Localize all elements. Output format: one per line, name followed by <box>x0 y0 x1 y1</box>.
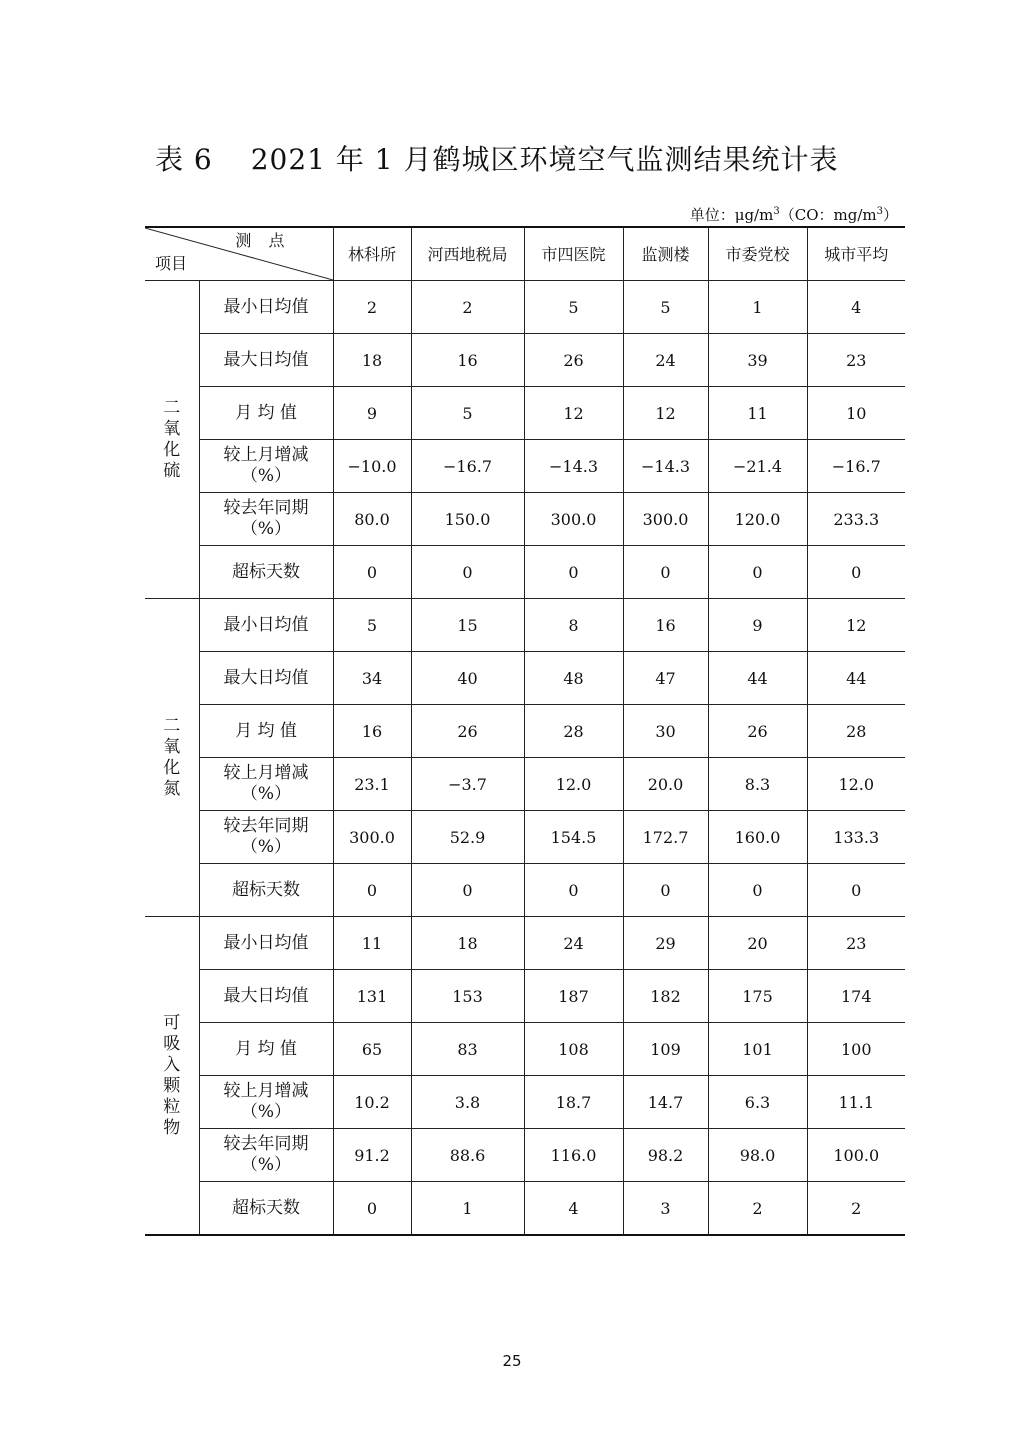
metric-name <box>199 387 333 440</box>
metric-name-line: 超标天数 <box>232 561 300 582</box>
metric-name <box>199 917 333 970</box>
header-diagonal-cell <box>145 227 333 281</box>
value-cell: 11 <box>708 387 807 440</box>
value-cell: 5 <box>524 281 623 334</box>
value-cell: 48 <box>524 652 623 705</box>
value-cell: 0 <box>411 864 524 917</box>
pollutant-name-char: 氧 <box>163 418 181 439</box>
value-cell: 10.2 <box>333 1076 411 1129</box>
value-cell: 116.0 <box>524 1129 623 1182</box>
table-number: 表 6 <box>155 143 213 176</box>
table-body <box>145 281 905 1236</box>
value-cell: 300.0 <box>333 811 411 864</box>
table-row <box>145 281 905 334</box>
value-cell: 0 <box>708 864 807 917</box>
table-row <box>145 864 905 917</box>
value-cell: 12.0 <box>524 758 623 811</box>
metric-name-line: 最大日均值 <box>223 667 309 688</box>
value-cell: 20 <box>708 917 807 970</box>
table-row <box>145 1023 905 1076</box>
value-cell: −14.3 <box>623 440 708 493</box>
table-row <box>145 387 905 440</box>
value-cell: 98.0 <box>708 1129 807 1182</box>
metric-name-line: 最大日均值 <box>223 985 309 1006</box>
value-cell: −16.7 <box>807 440 905 493</box>
table-row <box>145 652 905 705</box>
metric-name <box>199 334 333 387</box>
pollutant-name-char: 可 <box>163 1012 181 1033</box>
value-cell: 187 <box>524 970 623 1023</box>
unit-sup-2: 3 <box>876 206 883 217</box>
value-cell: 26 <box>708 705 807 758</box>
metric-name-line: 超标天数 <box>232 879 300 900</box>
column-header: 林科所 <box>333 227 411 281</box>
value-cell: 23.1 <box>333 758 411 811</box>
metric-name <box>199 758 333 811</box>
value-cell: 300.0 <box>524 493 623 546</box>
table-row <box>145 334 905 387</box>
table-row <box>145 440 905 493</box>
value-cell: 300.0 <box>623 493 708 546</box>
value-cell: 52.9 <box>411 811 524 864</box>
metric-name <box>199 493 333 546</box>
value-cell: 0 <box>623 546 708 599</box>
value-cell: 120.0 <box>708 493 807 546</box>
pollutant-name-char: 化 <box>163 439 181 460</box>
metric-name <box>199 440 333 493</box>
value-cell: 98.2 <box>623 1129 708 1182</box>
metric-name-line: 较去年同期 <box>223 816 309 836</box>
metric-name <box>199 811 333 864</box>
value-cell: 133.3 <box>807 811 905 864</box>
value-cell: 23 <box>807 917 905 970</box>
value-cell: 18.7 <box>524 1076 623 1129</box>
value-cell: 0 <box>333 1182 411 1236</box>
value-cell: 0 <box>524 864 623 917</box>
metric-name-line: 超标天数 <box>232 1197 300 1218</box>
pollutant-name-char: 吸 <box>163 1033 181 1054</box>
value-cell: 8.3 <box>708 758 807 811</box>
value-cell: 0 <box>807 864 905 917</box>
value-cell: 0 <box>807 546 905 599</box>
metric-name-line: （%） <box>240 837 292 857</box>
pollutant-group-name <box>145 917 199 1236</box>
unit-sup-1: 3 <box>773 206 780 217</box>
value-cell: 18 <box>333 334 411 387</box>
value-cell: 28 <box>524 705 623 758</box>
value-cell: 1 <box>411 1182 524 1236</box>
pollutant-name-char: 二 <box>163 397 181 418</box>
page-number: 25 <box>502 1352 522 1370</box>
metric-name-line: 最大日均值 <box>223 349 309 370</box>
metric-name-line: 月 均 值 <box>235 402 297 423</box>
value-cell: 0 <box>333 864 411 917</box>
value-cell: 5 <box>333 599 411 652</box>
value-cell: 2 <box>708 1182 807 1236</box>
value-cell: 47 <box>623 652 708 705</box>
metric-name <box>199 281 333 334</box>
metric-name <box>199 1129 333 1182</box>
metric-name-line: 较上月增减 <box>223 1081 309 1101</box>
metric-name-line: 较上月增减 <box>223 763 309 783</box>
value-cell: 100.0 <box>807 1129 905 1182</box>
value-cell: 1 <box>708 281 807 334</box>
value-cell: 0 <box>524 546 623 599</box>
value-cell: 26 <box>524 334 623 387</box>
table-row <box>145 970 905 1023</box>
metric-name-line: （%） <box>240 519 292 539</box>
value-cell: 11 <box>333 917 411 970</box>
value-cell: 3.8 <box>411 1076 524 1129</box>
value-cell: 39 <box>708 334 807 387</box>
value-cell: 12 <box>623 387 708 440</box>
value-cell: 9 <box>708 599 807 652</box>
value-cell: 175 <box>708 970 807 1023</box>
value-cell: 0 <box>623 864 708 917</box>
value-cell: 16 <box>411 334 524 387</box>
value-cell: 16 <box>333 705 411 758</box>
value-cell: 44 <box>708 652 807 705</box>
metric-name <box>199 1023 333 1076</box>
table-row <box>145 599 905 652</box>
pollutant-name-char: 二 <box>163 715 181 736</box>
table-row <box>145 811 905 864</box>
value-cell: −21.4 <box>708 440 807 493</box>
value-cell: 108 <box>524 1023 623 1076</box>
unit-note <box>690 204 898 225</box>
table-title-text: 2021 年 1 月鹤城区环境空气监测结果统计表 <box>250 143 839 176</box>
metric-name <box>199 864 333 917</box>
value-cell: 101 <box>708 1023 807 1076</box>
column-header: 市委党校 <box>708 227 807 281</box>
value-cell: 4 <box>807 281 905 334</box>
metric-name <box>199 1076 333 1129</box>
column-header: 监测楼 <box>623 227 708 281</box>
metric-name-line: （%） <box>240 1155 292 1175</box>
pollutant-name-char: 化 <box>163 757 181 778</box>
pollutant-name-char: 颗 <box>163 1075 181 1096</box>
pollutant-name-char: 氧 <box>163 736 181 757</box>
value-cell: 24 <box>623 334 708 387</box>
metric-name <box>199 599 333 652</box>
value-cell: 30 <box>623 705 708 758</box>
value-cell: 2 <box>333 281 411 334</box>
header-item-label: 项目 <box>155 254 188 273</box>
value-cell: 172.7 <box>623 811 708 864</box>
table-row <box>145 1129 905 1182</box>
value-cell: 28 <box>807 705 905 758</box>
metric-name <box>199 546 333 599</box>
value-cell: −14.3 <box>524 440 623 493</box>
header-row <box>145 227 905 281</box>
table-row <box>145 546 905 599</box>
column-header: 市四医院 <box>524 227 623 281</box>
value-cell: 16 <box>623 599 708 652</box>
value-cell: 18 <box>411 917 524 970</box>
metric-name-line: 较去年同期 <box>223 1134 309 1154</box>
table-row <box>145 758 905 811</box>
pollutant-name-char: 氮 <box>163 778 181 799</box>
value-cell: 0 <box>708 546 807 599</box>
value-cell: 174 <box>807 970 905 1023</box>
pollutant-group-name <box>145 599 199 917</box>
metric-name-line: （%） <box>240 784 292 804</box>
value-cell: 29 <box>623 917 708 970</box>
metric-name-line: （%） <box>240 466 292 486</box>
value-cell: 153 <box>411 970 524 1023</box>
value-cell: 44 <box>807 652 905 705</box>
value-cell: 131 <box>333 970 411 1023</box>
value-cell: 91.2 <box>333 1129 411 1182</box>
value-cell: 65 <box>333 1023 411 1076</box>
metric-name <box>199 1182 333 1236</box>
metric-name-line: （%） <box>240 1102 292 1122</box>
metric-name-line: 月 均 值 <box>235 720 297 741</box>
table-row <box>145 493 905 546</box>
pollutant-name-char: 粒 <box>163 1096 181 1117</box>
value-cell: 12 <box>524 387 623 440</box>
value-cell: 6.3 <box>708 1076 807 1129</box>
table-row <box>145 917 905 970</box>
pollutant-name-char: 物 <box>163 1117 181 1138</box>
value-cell: 154.5 <box>524 811 623 864</box>
value-cell: 26 <box>411 705 524 758</box>
value-cell: 24 <box>524 917 623 970</box>
value-cell: 9 <box>333 387 411 440</box>
value-cell: 80.0 <box>333 493 411 546</box>
metric-name-line: 月 均 值 <box>235 1038 297 1059</box>
column-header: 河西地税局 <box>411 227 524 281</box>
value-cell: 8 <box>524 599 623 652</box>
value-cell: 10 <box>807 387 905 440</box>
table-title <box>155 138 839 178</box>
metric-name-line: 最小日均值 <box>223 932 309 953</box>
value-cell: 0 <box>411 546 524 599</box>
value-cell: 160.0 <box>708 811 807 864</box>
unit-prefix: 单位：μg/m <box>689 206 774 224</box>
value-cell: 182 <box>623 970 708 1023</box>
metric-name <box>199 970 333 1023</box>
pollutant-name-char: 硫 <box>163 460 181 481</box>
value-cell: 5 <box>411 387 524 440</box>
column-header: 城市平均 <box>807 227 905 281</box>
metric-name-line: 较去年同期 <box>223 498 309 518</box>
value-cell: 150.0 <box>411 493 524 546</box>
value-cell: 2 <box>411 281 524 334</box>
value-cell: 109 <box>623 1023 708 1076</box>
value-cell: 5 <box>623 281 708 334</box>
value-cell: 0 <box>333 546 411 599</box>
metric-name <box>199 652 333 705</box>
value-cell: −10.0 <box>333 440 411 493</box>
value-cell: 12 <box>807 599 905 652</box>
value-cell: 2 <box>807 1182 905 1236</box>
air-quality-table <box>145 226 905 1236</box>
value-cell: 11.1 <box>807 1076 905 1129</box>
unit-suffix: ） <box>882 206 898 224</box>
value-cell: 34 <box>333 652 411 705</box>
pollutant-group-name <box>145 281 199 599</box>
value-cell: 14.7 <box>623 1076 708 1129</box>
value-cell: 23 <box>807 334 905 387</box>
table-row <box>145 1182 905 1236</box>
header-site-label: 测 点 <box>235 231 291 250</box>
value-cell: 3 <box>623 1182 708 1236</box>
value-cell: −3.7 <box>411 758 524 811</box>
pollutant-name-char: 入 <box>163 1054 181 1075</box>
metric-name-line: 最小日均值 <box>223 296 309 317</box>
value-cell: 83 <box>411 1023 524 1076</box>
value-cell: 233.3 <box>807 493 905 546</box>
metric-name <box>199 705 333 758</box>
value-cell: 4 <box>524 1182 623 1236</box>
metric-name-line: 最小日均值 <box>223 614 309 635</box>
table-row <box>145 705 905 758</box>
value-cell: 40 <box>411 652 524 705</box>
value-cell: 100 <box>807 1023 905 1076</box>
metric-name-line: 较上月增减 <box>223 445 309 465</box>
value-cell: 15 <box>411 599 524 652</box>
table-row <box>145 1076 905 1129</box>
value-cell: 20.0 <box>623 758 708 811</box>
value-cell: 88.6 <box>411 1129 524 1182</box>
value-cell: 12.0 <box>807 758 905 811</box>
value-cell: −16.7 <box>411 440 524 493</box>
unit-middle: （CO：mg/m <box>779 206 877 224</box>
